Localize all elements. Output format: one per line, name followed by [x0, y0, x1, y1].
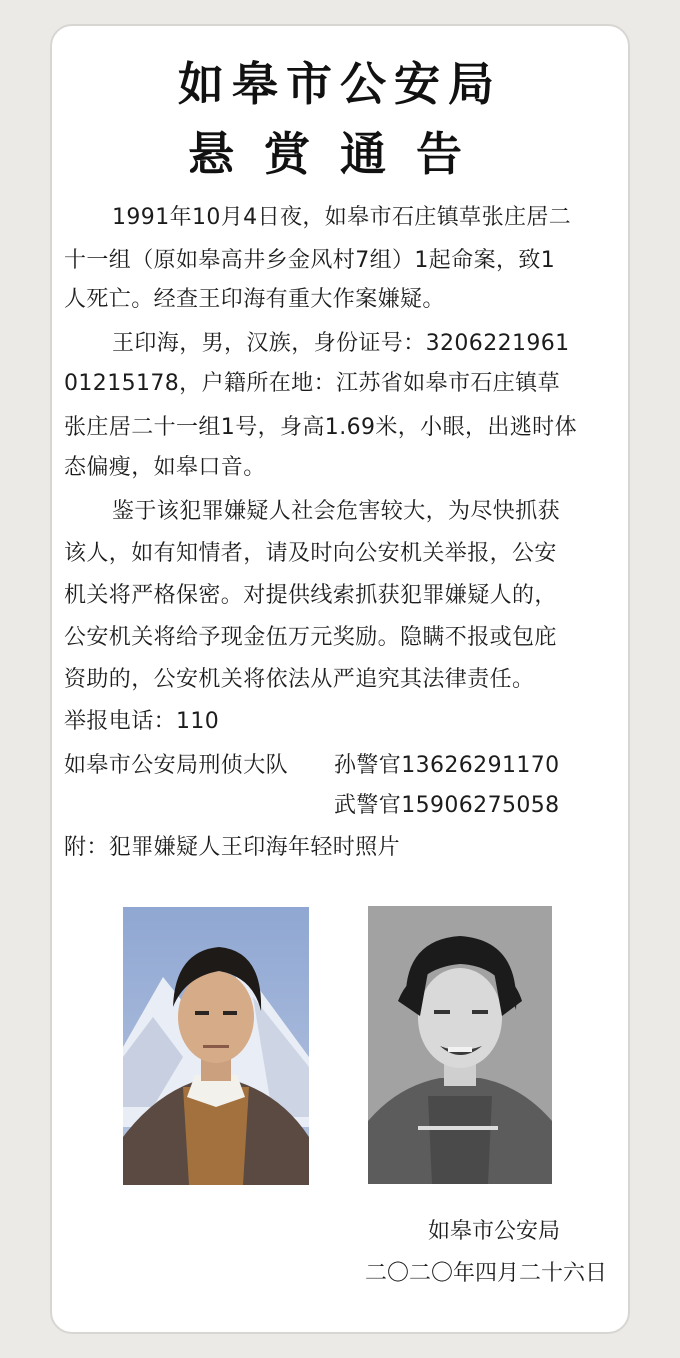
body-line: 王印海，男，汉族，身份证号：3206221961 — [112, 331, 570, 356]
signature-date: 二〇二〇年四月二十六日 — [365, 1261, 608, 1286]
body-line: 态偏瘦，如皋口音。 — [64, 455, 266, 480]
notice-title-reward: 悬赏通告 — [188, 127, 492, 181]
hotline-text: 举报电话：110 — [64, 709, 220, 734]
contact-unit: 如皋市公安局刑侦大队 — [64, 753, 289, 778]
body-line: 机关将严格保密。对提供线索抓获犯罪嫌疑人的， — [64, 583, 557, 608]
body-line: 鉴于该犯罪嫌疑人社会危害较大，为尽快抓获 — [112, 499, 561, 524]
attachment-caption: 附：犯罪嫌疑人王印海年轻时照片 — [64, 835, 401, 860]
body-line: 公安机关将给予现金伍万元奖励。隐瞒不报或包庇 — [64, 625, 557, 650]
suspect-photo-bw — [368, 906, 552, 1184]
body-line: 十一组（原如皋高井乡金风村7组）1起命案，致1 — [64, 248, 556, 273]
body-line: 人死亡。经查王印海有重大作案嫌疑。 — [64, 287, 445, 312]
suspect-photo-color — [123, 907, 309, 1185]
contact-officer-1: 孙警官13626291170 — [334, 753, 560, 778]
signature-org: 如皋市公安局 — [428, 1219, 561, 1244]
body-line: 1991年10月4日夜，如皋市石庄镇草张庄居二 — [112, 205, 572, 230]
contact-officer-2: 武警官15906275058 — [334, 793, 560, 818]
body-line: 资助的，公安机关将依法从严追究其法律责任。 — [64, 667, 535, 692]
notice-title-org: 如皋市公安局 — [178, 57, 502, 111]
body-line: 该人，如有知情者，请及时向公安机关举报，公安 — [64, 541, 557, 566]
body-line: 张庄居二十一组1号，身高1.69米，小眼，出逃时体 — [64, 415, 577, 440]
body-line: 01215178，户籍所在地：江苏省如皋市石庄镇草 — [64, 371, 560, 396]
